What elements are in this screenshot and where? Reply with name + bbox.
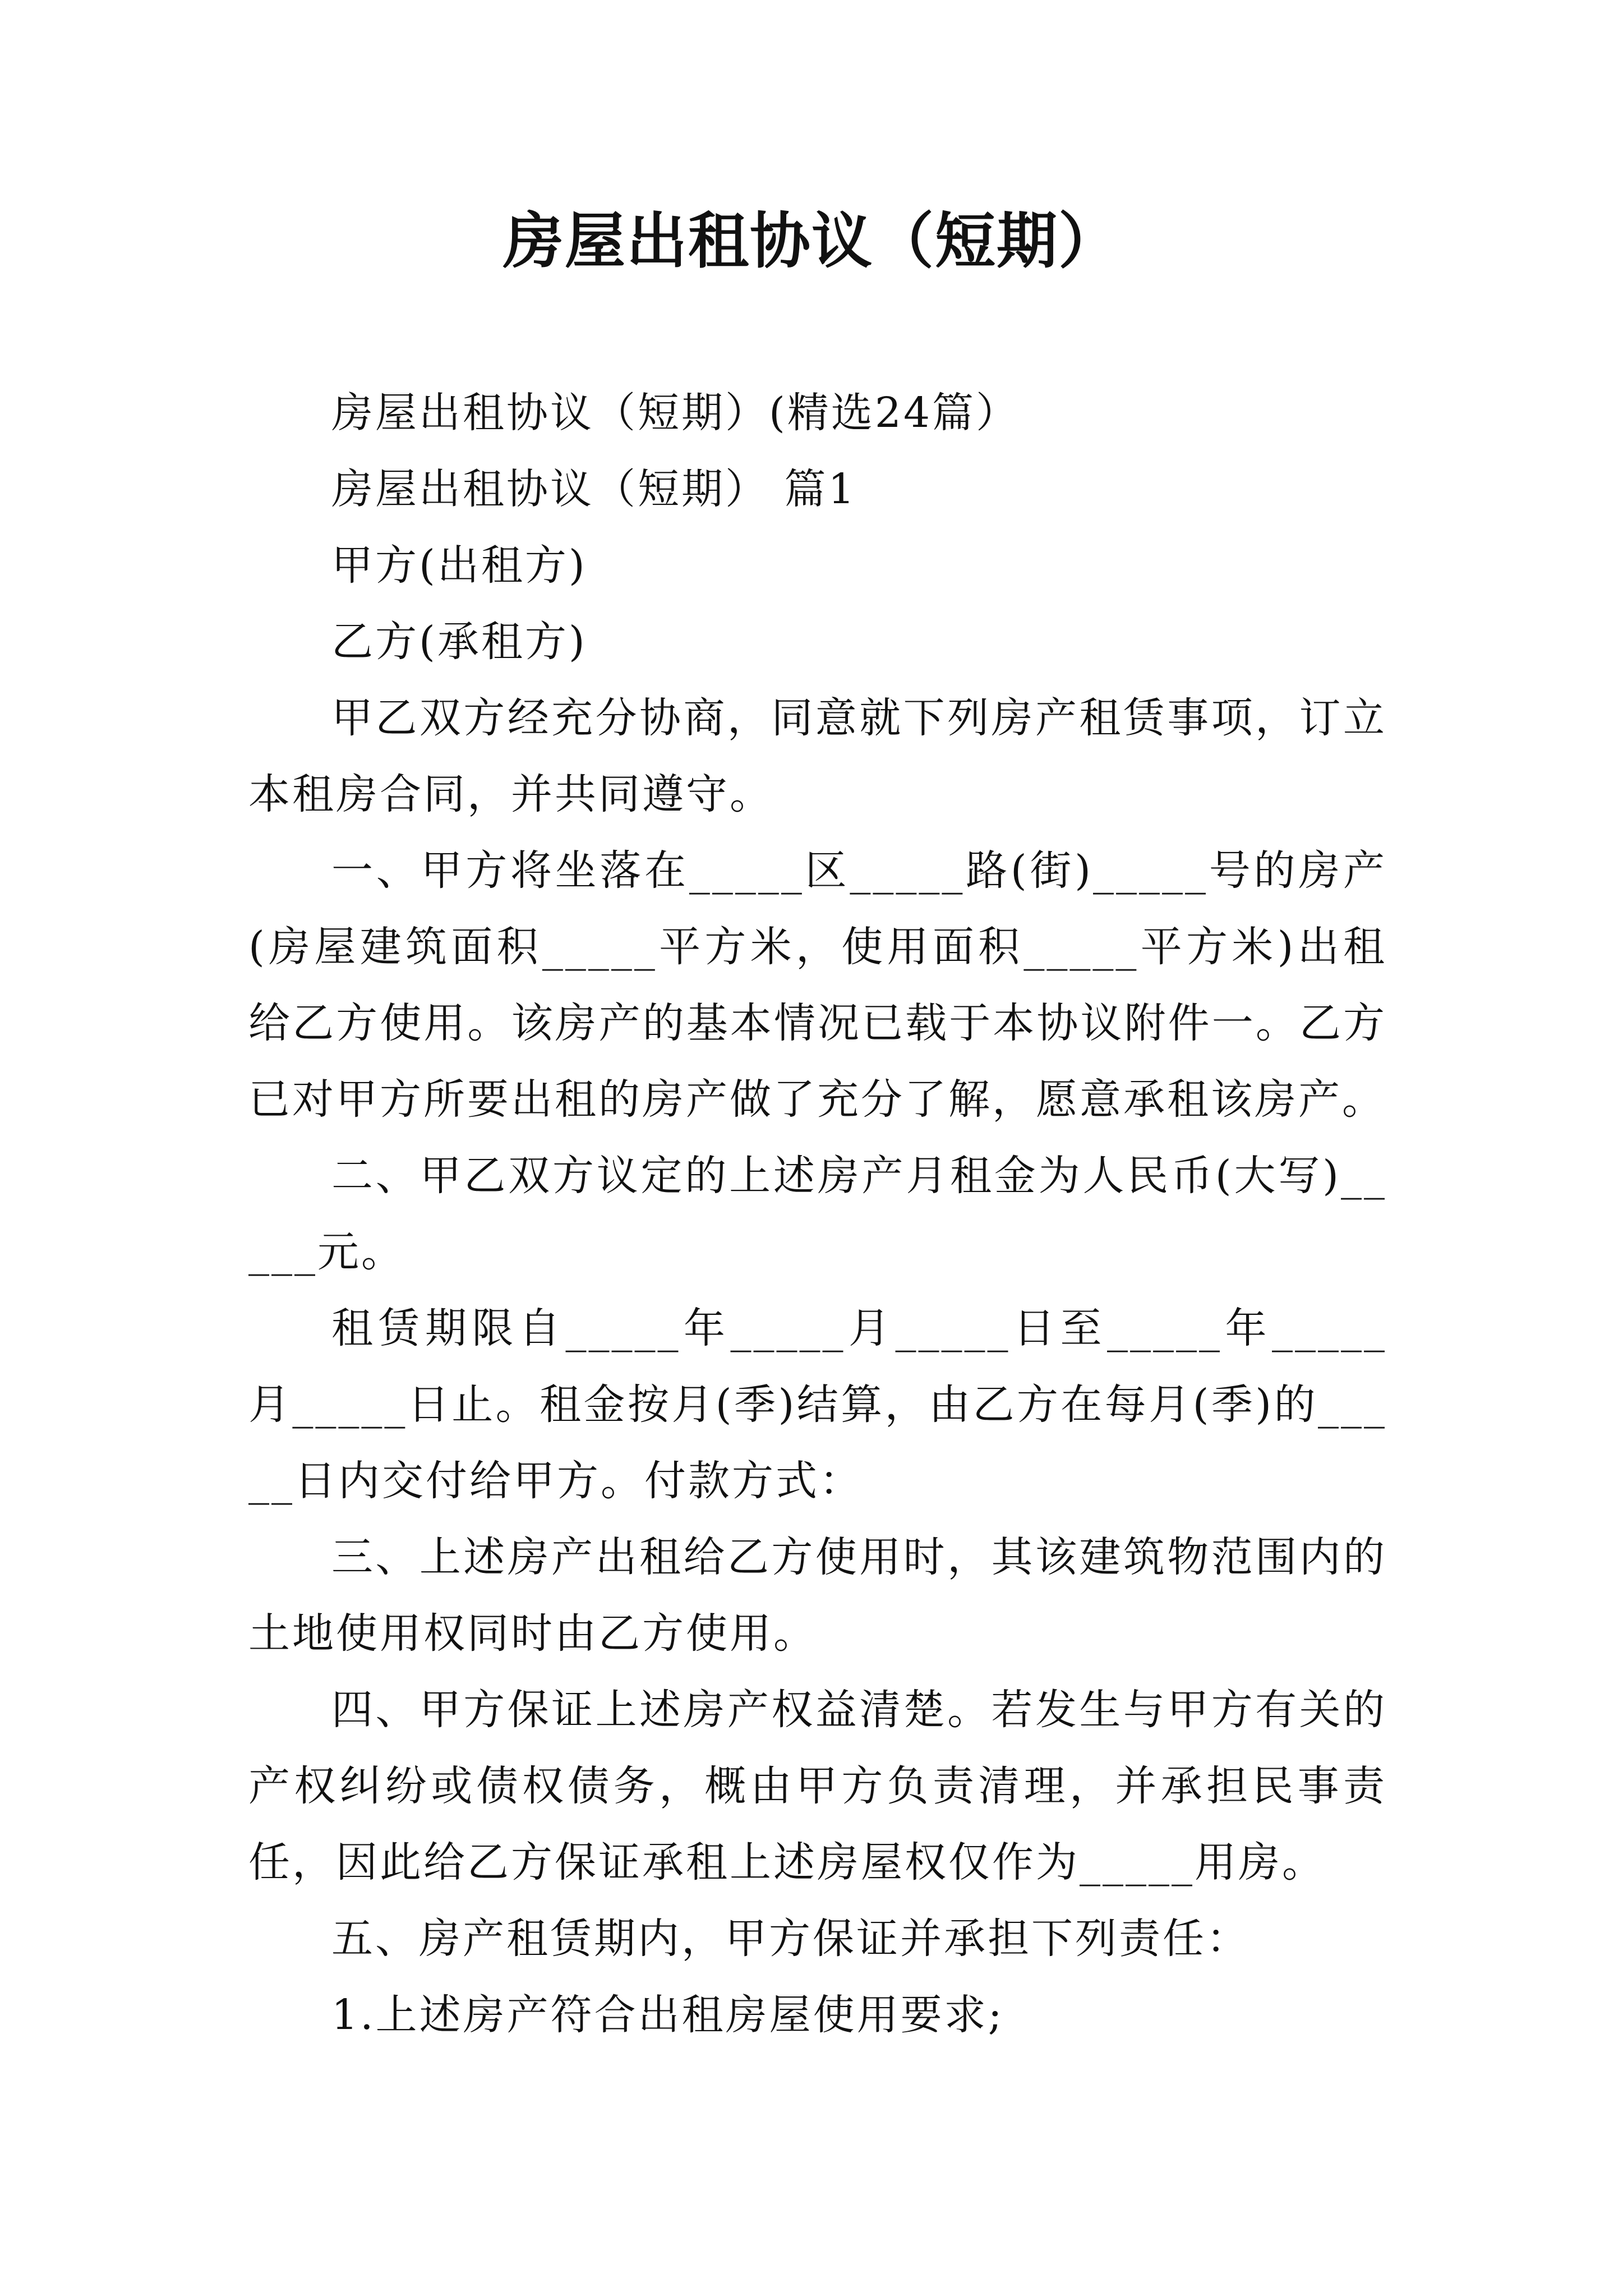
document-title: 房屋出租协议（短期） <box>502 206 1120 277</box>
paragraph-section-heading: 房屋出租协议（短期） 篇1 <box>331 465 857 513</box>
paragraph-clause-4: 四、甲方保证上述房产权益清楚。若发生与甲方有关的产权纠纷或债权债务，概由甲方负责清理，并承担民事责任，因此给乙方保证承租上述房屋权仅作为_____用房。 <box>248 1686 1387 1887</box>
paragraph-clause-5: 五、房产租赁期内，甲方保证并承担下列责任： <box>331 1915 1250 1963</box>
paragraph-clause-2: 二、甲乙双方议定的上述房产月租金为人民币(大写)_____元。 <box>248 1152 1387 1276</box>
paragraph-clause-1: 一、甲方将坐落在_____区_____路(街)_____号的房产(房屋建筑面积_____平方米，使用面积_____平方米)出租给乙方使用。该房产的基本情况已载于本协议附件一。乙方已对甲方所要出租的房产做了充分了解，愿意承租该房产。 <box>248 846 1387 1124</box>
paragraph-party-b: 乙方(承租方) <box>331 618 587 666</box>
paragraph-lease-term: 租赁期限自_____年_____月_____日至_____年_____月_____日止。租金按月(季)结算，由乙方在每月(季)的_____日内交付给甲方。付款方式： <box>248 1304 1387 1505</box>
document-body <box>248 375 1387 2053</box>
paragraph-clause-5-item-1: 1.上述房产符合出租房屋使用要求; <box>331 1991 1004 2039</box>
paragraph-agreement-intro: 甲乙双方经充分协商，同意就下列房产租赁事项，订立本租房合同，并共同遵守。 <box>248 694 1387 818</box>
paragraph-party-a: 甲方(出租方) <box>331 541 587 590</box>
paragraph-collection-title: 房屋出租协议（短期）(精选24篇） <box>331 389 1020 437</box>
paragraph-clause-3: 三、上述房产出租给乙方使用时，其该建筑物范围内的土地使用权同时由乙方使用。 <box>248 1533 1387 1658</box>
